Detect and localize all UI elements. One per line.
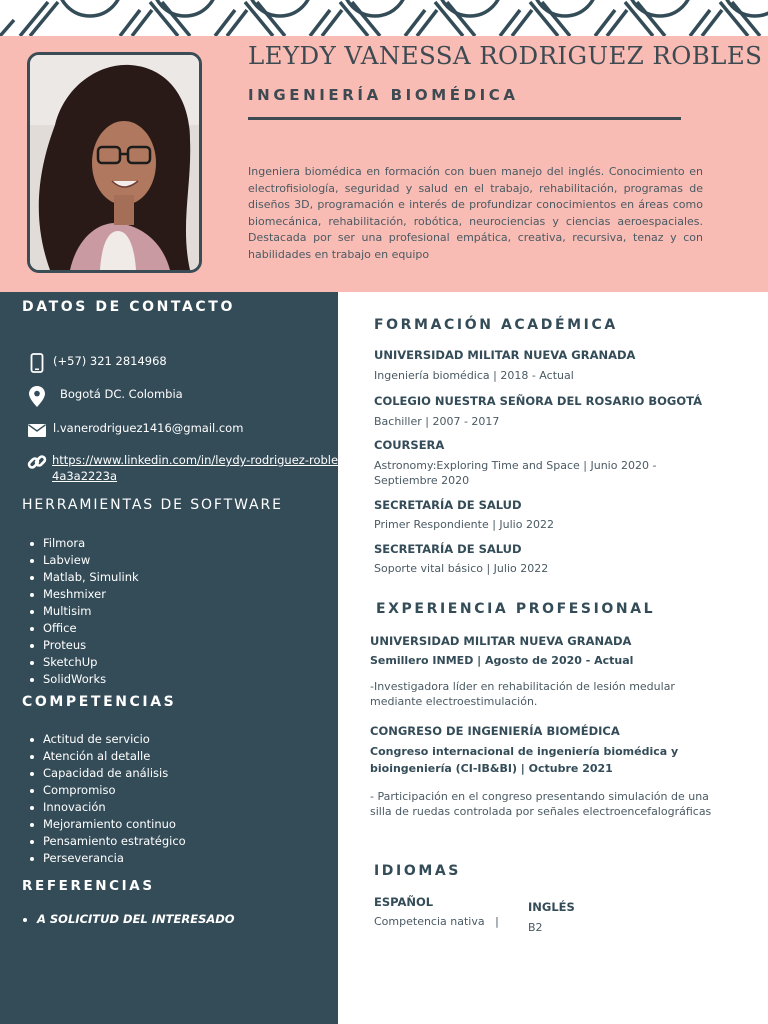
contact-location xyxy=(26,386,183,406)
experience-title: CONGRESO DE INGENIERÍA BIOMÉDICA xyxy=(370,724,620,738)
list-item: Proteus xyxy=(28,637,139,654)
list-item: Multisim xyxy=(28,603,139,620)
candidate-name: LEYDY VANESSA RODRIGUEZ ROBLES xyxy=(248,41,763,70)
contact-phone xyxy=(26,353,167,373)
header-divider xyxy=(248,117,681,120)
software-list xyxy=(28,535,139,688)
education-detail: Primer Respondiente | Julio 2022 xyxy=(374,518,554,531)
list-item: Atención al detalle xyxy=(28,748,186,765)
education-title: SECRETARÍA DE SALUD xyxy=(374,498,522,512)
linkedin-link[interactable]: https://www.linkedin.com/in/leydy-rodriguez-robles-4a3a2223a xyxy=(52,453,349,483)
list-item: Labview xyxy=(28,552,139,569)
education-detail: Astronomy:Exploring Time and Space | Junio 2020 - Septiembre 2020 xyxy=(374,459,657,487)
list-item: Perseverancia xyxy=(28,850,186,867)
list-item: Mejoramiento continuo xyxy=(28,816,186,833)
experience-description: - Participación en el congreso presentando simulación de una silla de ruedas controlada por señales electroencefalográficas xyxy=(370,790,712,818)
contact-heading: DATOS DE CONTACTO xyxy=(22,299,235,315)
references-item: A SOLICITUD DEL INTERESADO xyxy=(22,912,235,926)
education-heading: FORMACIÓN ACADÉMICA xyxy=(374,317,618,333)
software-heading: HERRAMIENTAS DE SOFTWARE xyxy=(22,497,283,513)
phone-icon xyxy=(26,353,48,373)
link-icon xyxy=(26,452,48,472)
list-item: Pensamiento estratégico xyxy=(28,833,186,850)
education-title: UNIVERSIDAD MILITAR NUEVA GRANADA xyxy=(374,348,636,362)
contact-linkedin xyxy=(26,452,352,484)
list-item: Capacidad de análisis xyxy=(28,765,186,782)
list-item: Office xyxy=(28,620,139,637)
language-name: ESPAÑOL xyxy=(374,895,434,909)
education-title: COURSERA xyxy=(374,438,445,452)
education-title: COLEGIO NUESTRA SEÑORA DEL ROSARIO BOGOTÁ xyxy=(374,394,702,408)
references-heading: REFERENCIAS xyxy=(22,878,155,894)
languages-heading: IDIOMAS xyxy=(374,863,461,879)
list-item: Matlab, Simulink xyxy=(28,569,139,586)
location-pin-icon xyxy=(26,386,48,406)
list-item: SolidWorks xyxy=(28,671,139,688)
education-detail: Soporte vital básico | Julio 2022 xyxy=(374,562,549,575)
experience-heading: EXPERIENCIA PROFESIONAL xyxy=(376,601,656,617)
mail-icon xyxy=(26,420,48,440)
language-level: Competencia nativa | xyxy=(374,915,499,928)
experience-title: UNIVERSIDAD MILITAR NUEVA GRANADA xyxy=(370,634,632,648)
location-text: Bogotá DC. Colombia xyxy=(60,387,183,401)
list-item: Innovación xyxy=(28,799,186,816)
decorative-pattern-banner xyxy=(0,0,768,36)
list-item: Compromiso xyxy=(28,782,186,799)
skills-list xyxy=(28,731,186,867)
phone-number: (+57) 321 2814968 xyxy=(53,354,167,368)
list-item: Actitud de servicio xyxy=(28,731,186,748)
skills-heading: COMPETENCIAS xyxy=(22,694,177,710)
profile-summary: Ingeniera biomédica en formación con buen manejo del inglés. Conocimiento en electrofisiología, seguridad y salud en el trabajo, rehabilitación, programas de diseños 3D, programación e interés de profundizar conocimientos en áreas como biomecánica, rehabilitación, robótica, neurociencias y ciencias aeroespaciales. Destacada por ser una profesional empática, creativa, recursiva, tenaz y con habilidades en trabajo en equipo xyxy=(248,165,703,261)
education-detail: Ingeniería biomédica | 2018 - Actual xyxy=(374,369,574,382)
experience-role: Congreso internacional de ingeniería biomédica y bioingeniería (CI-IB&BI) | Octubre 2021 xyxy=(370,745,679,775)
list-item: Filmora xyxy=(28,535,139,552)
email-address[interactable]: l.vanerodriguez1416@gmail.com xyxy=(53,421,244,435)
experience-role: Semillero INMED | Agosto de 2020 - Actual xyxy=(370,654,634,667)
contact-email xyxy=(26,420,243,440)
list-item: Meshmixer xyxy=(28,586,139,603)
list-item: SketchUp xyxy=(28,654,139,671)
language-level: B2 xyxy=(528,921,543,934)
language-name: INGLÉS xyxy=(528,900,575,914)
candidate-degree: INGENIERÍA BIOMÉDICA xyxy=(248,86,519,104)
education-detail: Bachiller | 2007 - 2017 xyxy=(374,415,500,428)
education-title: SECRETARÍA DE SALUD xyxy=(374,542,522,556)
experience-description: -Investigadora líder en rehabilitación de lesión medular mediante electroestimulación. xyxy=(370,680,675,708)
profile-photo xyxy=(27,52,202,273)
